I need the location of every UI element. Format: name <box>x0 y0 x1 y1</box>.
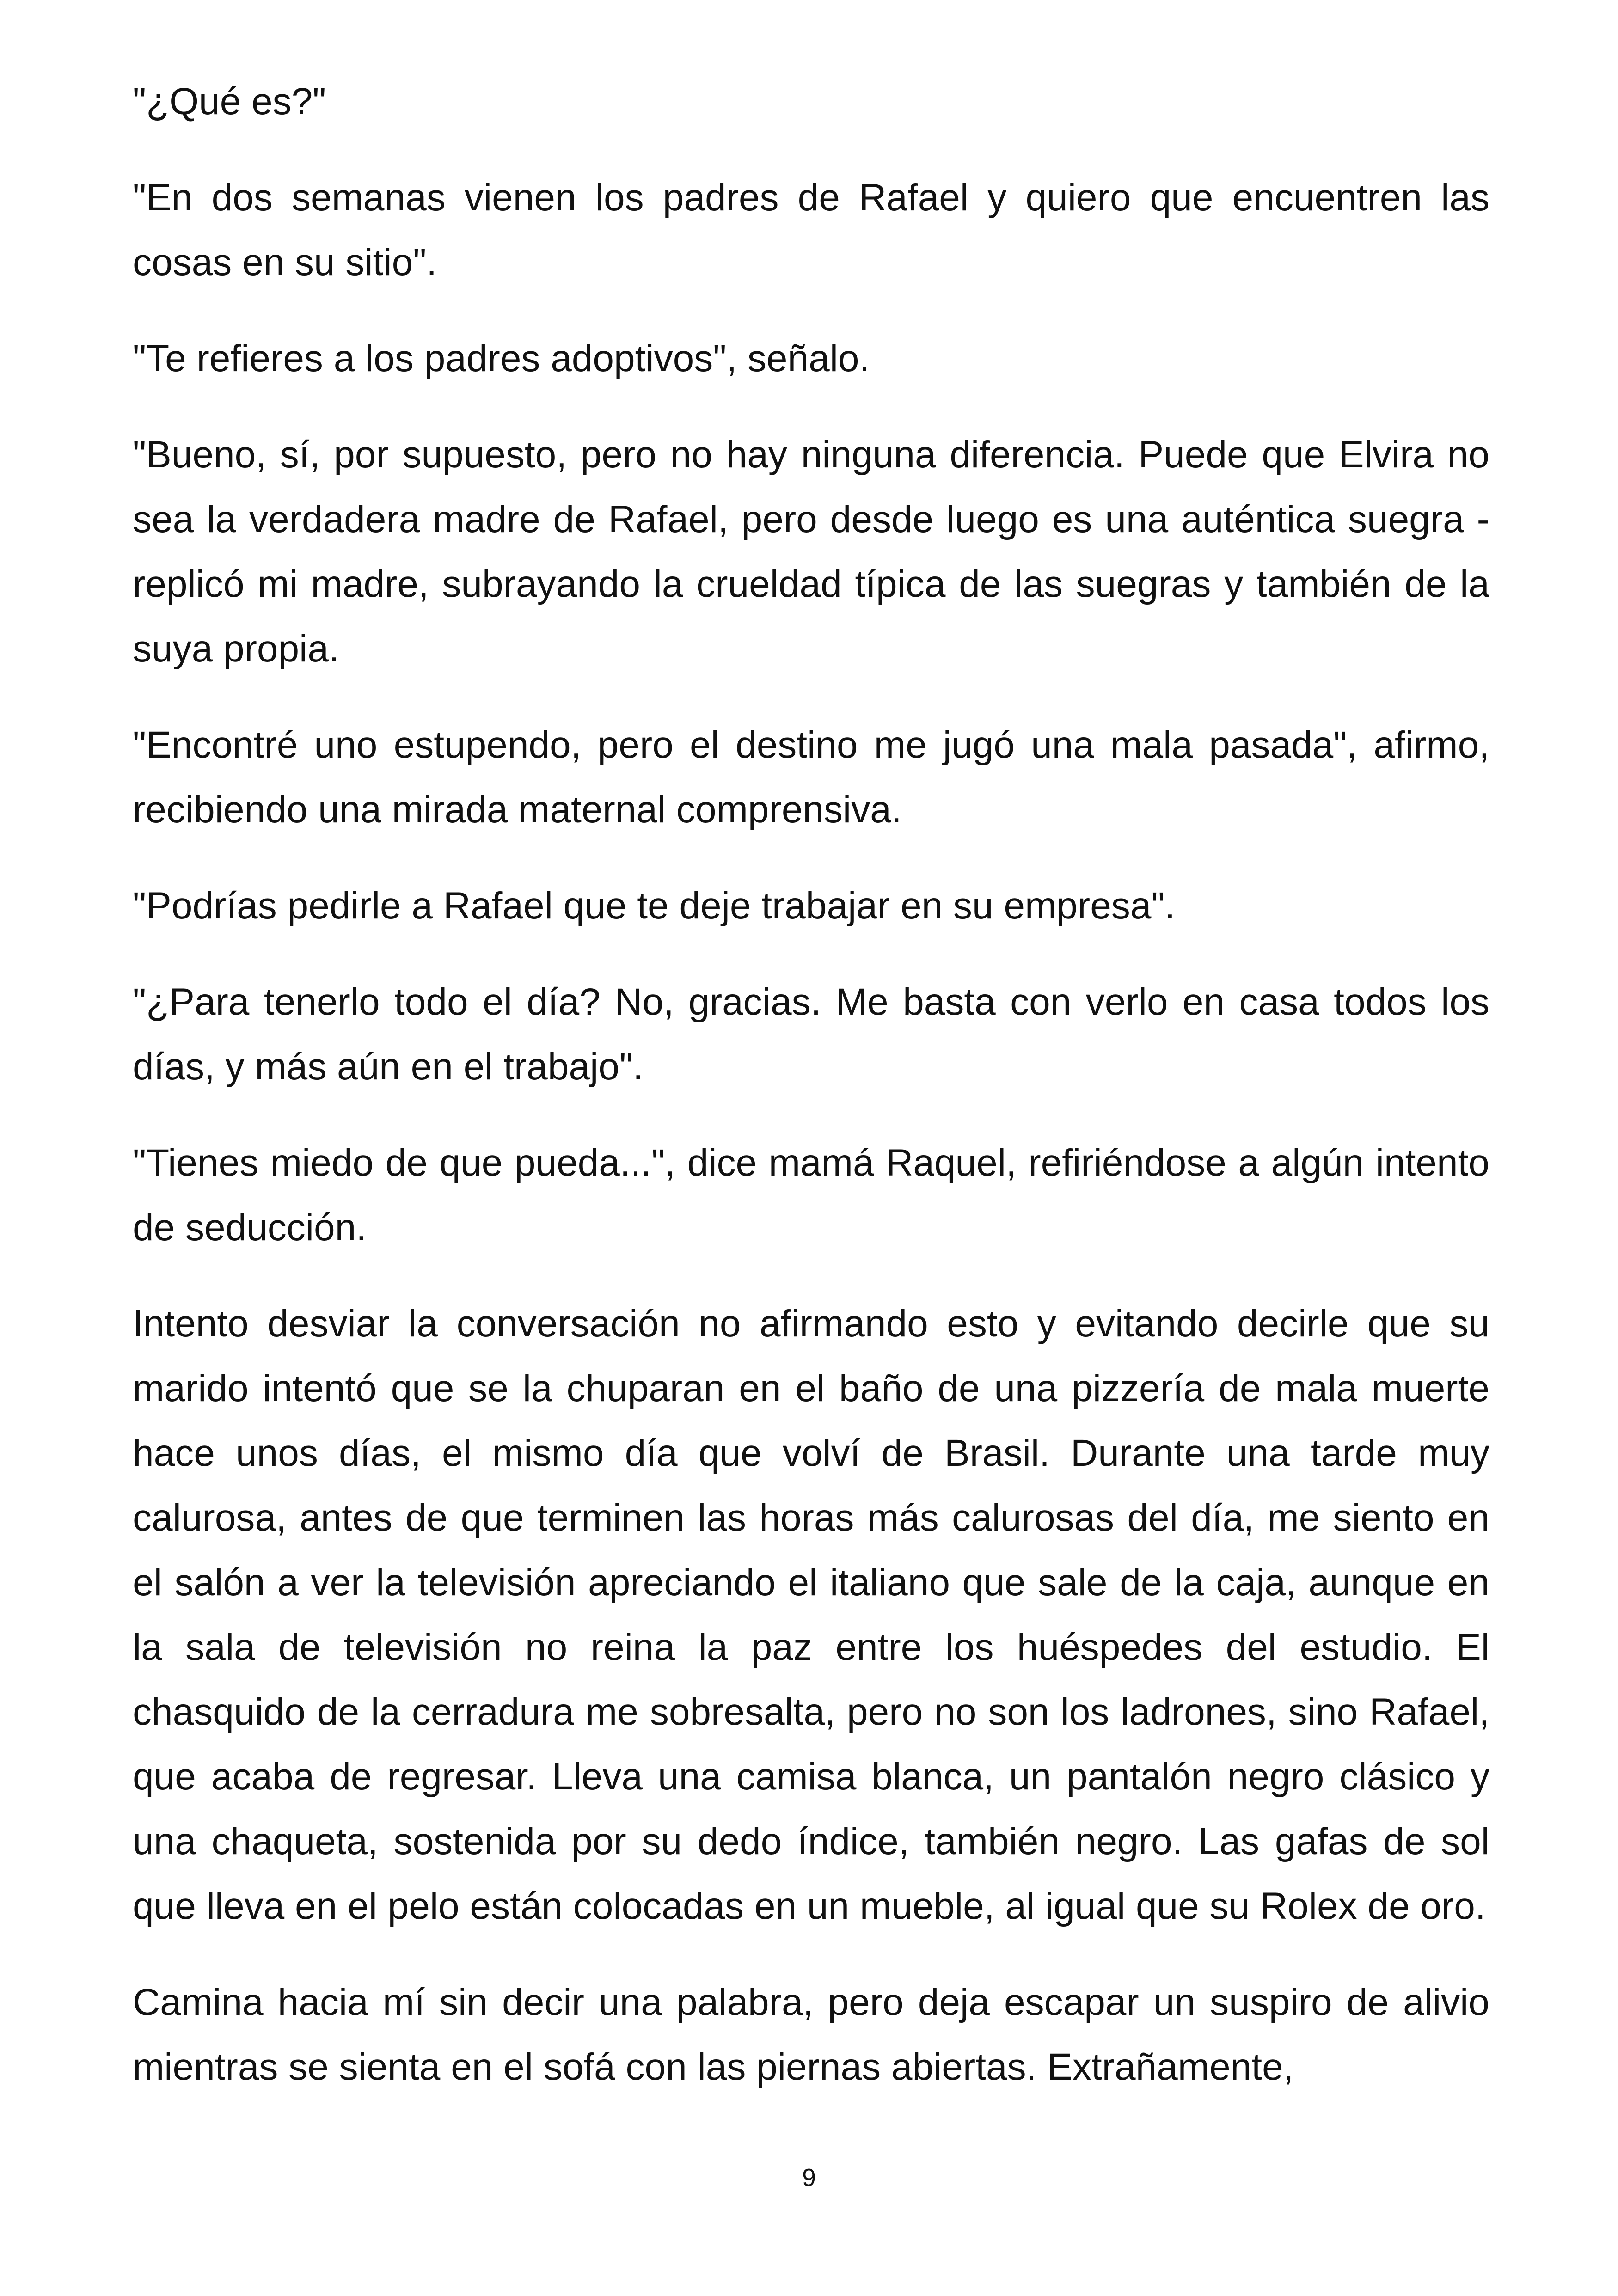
paragraph: "Tienes miedo de que pueda...", dice mamá Raquel, refiriéndose a algún intento de seducción. <box>133 1142 1489 1249</box>
paragraph: "¿Qué es?" <box>133 80 326 122</box>
paragraph: "¿Para tenerlo todo el día? No, gracias. Me basta con verlo en casa todos los días, y más aún en el trabajo". <box>133 981 1489 1088</box>
paragraph: "Encontré uno estupendo, pero el destino me jugó una mala pasada", afirmo, recibiendo una mirada maternal comprensiva. <box>133 724 1489 831</box>
paragraph: Camina hacia mí sin decir una palabra, pero deja escapar un suspiro de alivio mientras se sienta en el sofá con las piernas abiertas. Extrañamente, <box>133 1981 1489 2088</box>
paragraph: "Bueno, sí, por supuesto, pero no hay ninguna diferencia. Puede que Elvira no sea la verdadera madre de Rafael, pero desde luego es una auténtica suegra -replicó mi madre, subrayando la crueldad típica de las suegras y también de la suya propia. <box>133 434 1489 670</box>
paragraph: "Podrías pedirle a Rafael que te deje trabajar en su empresa". <box>133 885 1176 927</box>
page-body <box>133 69 1489 2131</box>
paragraph: Intento desviar la conversación no afirmando esto y evitando decirle que su marido intentó que se la chuparan en el baño de una pizzería de mala muerte hace unos días, el mismo día que volví de Brasil. Durante una tarde muy calurosa, antes de que terminen las horas más calurosas del día, me siento en el salón a ver la televisión apreciando el italiano que sale de la caja, aunque en la sala de televisión no reina la paz entre los huéspedes del estudio. El chasquido de la cerradura me sobresalta, pero no son los ladrones, sino Rafael, que acaba de regresar. Lleva una camisa blanca, un pantalón negro clásico y una chaqueta, sostenida por su dedo índice, también negro. Las gafas de sol que lleva en el pelo están colocadas en un mueble, al igual que su Rolex de oro. <box>133 1303 1489 1927</box>
paragraph: "En dos semanas vienen los padres de Rafael y quiero que encuentren las cosas en su sitio". <box>133 177 1489 283</box>
paragraph: "Te refieres a los padres adoptivos", señalo. <box>133 337 870 380</box>
page-number: 9 <box>802 2164 816 2192</box>
